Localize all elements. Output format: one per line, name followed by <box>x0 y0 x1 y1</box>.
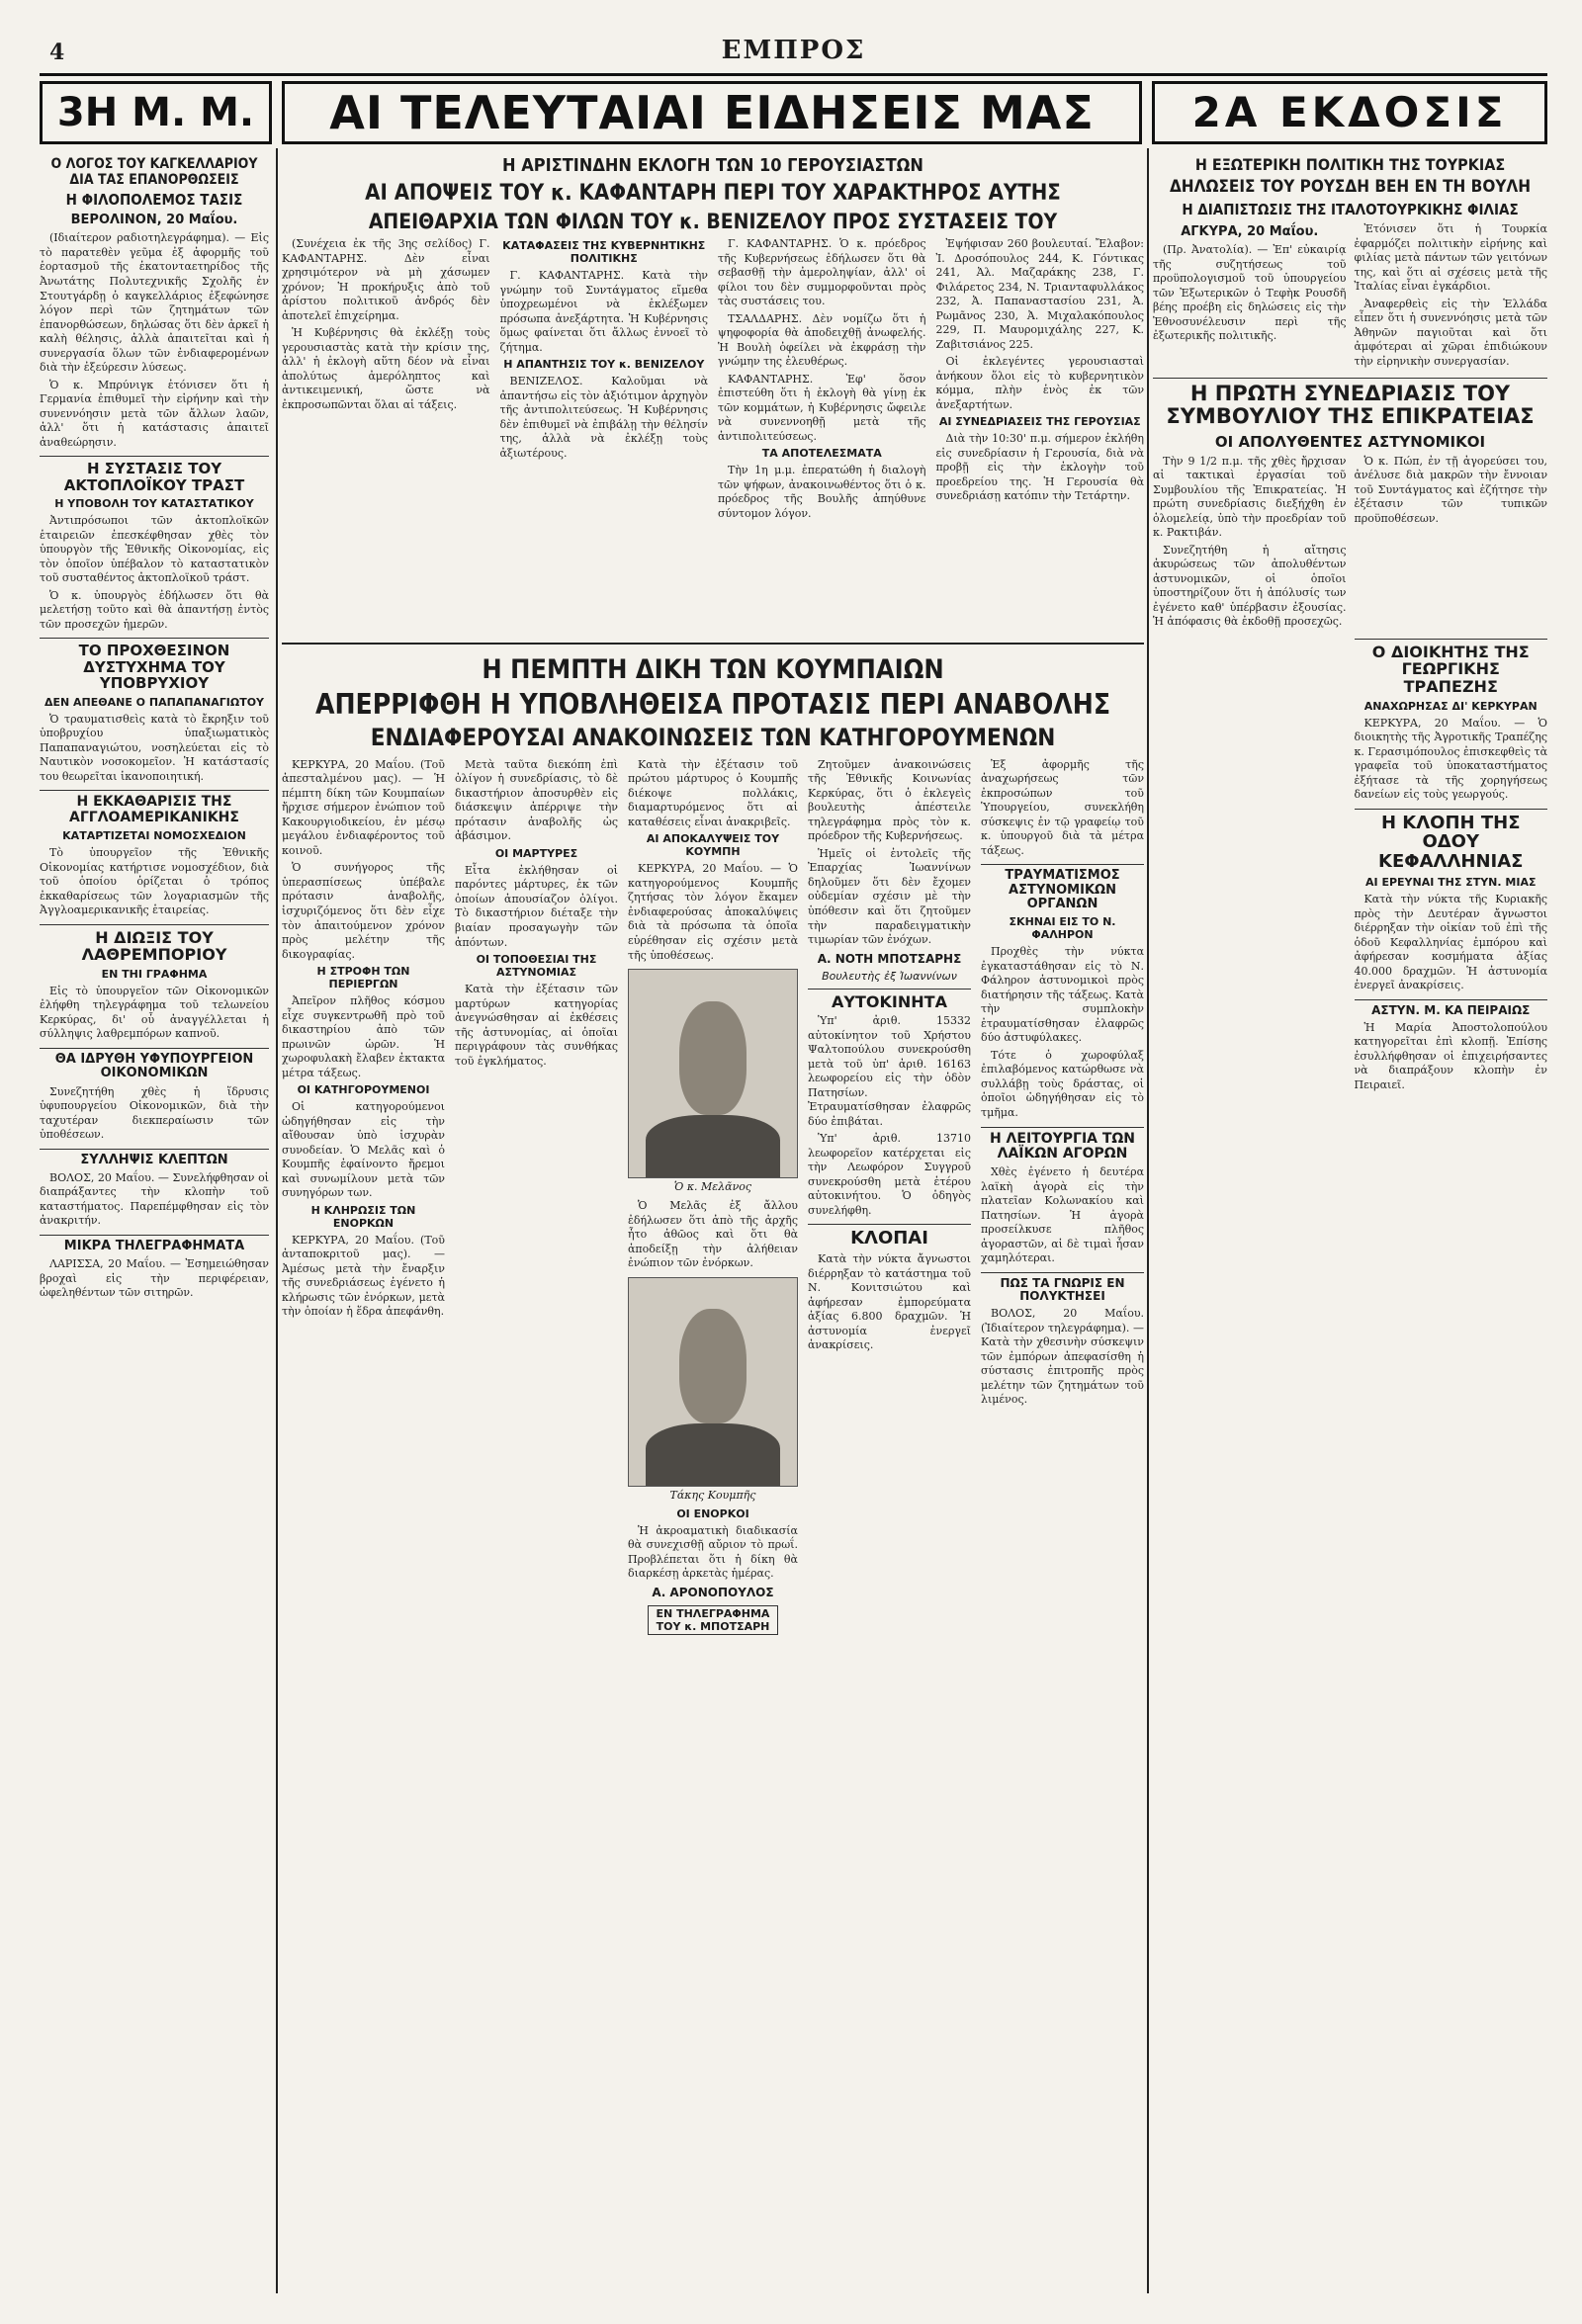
headline: Η ΕΞΩΤΕΡΙΚΗ ΠΟΛΙΤΙΚΗ ΤΗΣ ΤΟΥΡΚΙΑΣ <box>1194 155 1506 174</box>
portrait-photo <box>628 969 798 1178</box>
subheadline: ΕΝ ΤΗΛΕΓΡΑΦΗΜΑ ΤΟΥ κ. ΜΠΟΤΣΑΡΗ <box>648 1605 778 1635</box>
subheadline: ΟΙ ΑΠΟΛΥΘΕΝΤΕΣ ΑΣΤΥΝΟΜΙΚΟΙ <box>1214 432 1486 451</box>
section-rule <box>282 643 1144 645</box>
article-text: Ὁ κ. Μπρύνιγκ ἐτόνισεν ὅτι ἡ Γερμανία ἐπιθυμεῖ τὴν εἰρήνην καὶ τὴν συνεννόησιν μετὰ τῶν ἄλλων λαῶν, ἀλλ' ὅτι ἡ κατάστασις ἀπαιτεῖ ἀναθεώρησιν. <box>40 378 269 449</box>
photo-caption: Τάκης Κουμπῆς <box>669 1488 756 1502</box>
headline: ΤΟ ΠΡΟΧΘΕΣΙΝΟΝ ΔΥΣΤΥΧΗΜΑ ΤΟΥ ΥΠΟΒΡΥΧΙΟΥ <box>40 638 269 692</box>
article-text: ΒΕΝΙΖΕΛΟΣ. Καλοῦμαι νὰ ἀπαντήσω εἰς τὸν ἀξιότιμον ἀρχηγὸν τῆς ἀντιπολιτεύσεως. Ἡ Κυβέρνησις δὲν ἐπιθυμεῖ νὰ ἐπιβάλῃ τὴν θέλησίν της, ἀλλὰ νὰ ἐκλέξῃ τοὺς ἀξιωτέρους. <box>499 375 708 460</box>
subheadline: ΑΙ ΑΠΟΚΑΛΥΨΕΙΣ ΤΟΥ ΚΟΥΜΠΗ <box>646 832 780 859</box>
article-text: Ὁ Μελᾶς ἐξ ἄλλου ἐδήλωσεν ὅτι ἀπὸ τῆς ἀρχῆς ἦτο ἀθῶος καὶ ὅτι θὰ ἀποδείξῃ τὴν ἀλήθειαν ἐνώπιον τῶν ἐνόρκων. <box>628 1199 798 1270</box>
portrait-face <box>679 1001 747 1116</box>
article-text: Ὁ τραυματισθεὶς κατὰ τὸ ἔκρηξιν τοῦ ὑποβρυχίου ὑπαξιωματικὸς Παπαπαναγιώτου, νοσηλεύεται εἰς τὸ Ναυτικὸν νοσοκομεῖον. Ἡ κατάστασίς του θεωρεῖται ἱκανοποιητική. <box>40 712 269 783</box>
headline: ΑΙ ΑΠΟΨΕΙΣ ΤΟΥ κ. ΚΑΦΑΝΤΑΡΗ ΠΕΡΙ ΤΟΥ ΧΑΡΑΚΤΗΡΟΣ ΑΥΤΗΣ <box>365 180 1061 206</box>
article-text: Ἀντιπρόσωποι τῶν ἀκτοπλοϊκῶν ἑταιρειῶν ἐπεσκέφθησαν χθὲς τὸν ὑπουργὸν τῆς Ἐθνικῆς Οἰκονομίας, εἰς τὸν ὁποῖον ὑπέβαλον τὸ καταστατικὸν τοῦ συσταθέντος ἀκτοπλοϊκοῦ τράστ. <box>40 514 269 585</box>
headline: ΑΥΤΟΚΙΝΗΤΑ <box>808 989 971 1011</box>
headline: Η ΣΥΣΤΑΣΙΣ ΤΟΥ ΑΚΤΟΠΛΟΪΚΟΥ ΤΡΑΣΤ <box>40 456 269 493</box>
article-text: Κατὰ τὴν ἐξέτασιν τῶν μαρτύρων κατηγορίας ἀνεγνώσθησαν αἱ ἐκθέσεις τῆς ἀστυνομίας, αἱ ὁποῖαι περιγράφουν τὰς συνθήκας τοῦ ἐγκλήματος. <box>455 983 618 1068</box>
headline: Η ΔΙΩΞΙΣ ΤΟΥ ΛΑΘΡΕΜΠΟΡΙΟΥ <box>40 924 269 964</box>
article-text: Ὑπ' ἀριθ. 13710 λεωφορεῖον κατέρχεται εἰς τὴν Λεωφόρον Συγγροῦ συνεκρούσθη μετὰ ἑτέρου αὐτοκινήτου. Ὁ ὁδηγὸς συνελήφθη. <box>808 1132 971 1217</box>
article-text: (Ιδιαίτερον ραδιοτηλεγράφημα). — Εἰς τὸ παρατεθὲν γεῦμα ἐξ ἀφορμῆς τοῦ ἑορτασμοῦ τῆς ἑκατονταετηρίδος τῆς Ἀνωτάτης Πολυτεχνικῆς Σχολῆς ἐν Στουτγάρδῃ ὁ καγκελλάριος ἐξεφώνησε λόγον περὶ τῶν ζητημάτων τῶν ἐπανορθώσεων, δηλώσας ὅτι δὲν ἀρκεῖ ἡ καλὴ θέλησις, ἀλλὰ ἀπαιτεῖται καὶ ἡ συνεργασία ὅλων τῶν ἐνδιαφερομένων διὰ τὴν ἐξεύρεσιν λύσεως. <box>40 231 269 375</box>
article-text: Γ. ΚΑΦΑΝΤΑΡΗΣ. Ὁ κ. πρόεδρος τῆς Κυβερνήσεως ἐδήλωσεν ὅτι θὰ σεβασθῇ τὴν ἀμεροληψίαν, ἀλλ' οἱ φίλοι του δὲν συμμορφοῦνται πρὸς τὰς συστάσεις του. <box>718 237 926 308</box>
article-text: Εἶτα ἐκλήθησαν οἱ παρόντες μάρτυρες, ἐκ τῶν ὁποίων ἀπουσίαζον ὀλίγοι. Τὸ δικαστήριον διέταξε τὴν βιαίαν προσαγωγὴν τῶν ἀπόντων. <box>455 863 618 949</box>
newspaper-page <box>40 30 1547 2303</box>
banner-center: ΑΙ ΤΕΛΕΥΤΑΙΑΙ ΕΙΔΗΣΕΙΣ ΜΑΣ <box>282 81 1142 144</box>
subheadline: Η ΚΛΗΡΩΣΙΣ ΤΩΝ ΕΝΟΡΚΩΝ <box>310 1203 416 1230</box>
article-text: Χθὲς ἐγένετο ἡ δευτέρα λαϊκὴ ἀγορὰ εἰς τὴν πλατεῖαν Κολωνακίου καὶ Πατησίων. Ἡ ἀγορὰ προσείλκυσε πλῆθος ἀγοραστῶν, αἱ δὲ τιμαὶ ἦσαν χαμηλότεραι. <box>981 1165 1144 1265</box>
subheadline: ΑΝΑΧΩΡΗΣΑΣ ΔΙ' ΚΕΡΚΥΡΑΝ <box>1363 699 1538 713</box>
article-text: Τὸ ὑπουργεῖον τῆς Ἐθνικῆς Οἰκονομίας κατήρτισε νομοσχέδιον, διὰ τοῦ ὁποίου ὁρίζεται ὁ τρόπος ἐκκαθαρίσεως τῶν λογαριασμῶν τῆς Ἀγγλοαμερικανικῆς ἑταιρείας. <box>40 846 269 917</box>
subheadline: ΑΙ ΕΡΕΥΝΑΙ ΤΗΣ ΣΤΥΝ. ΜΙΑΣ <box>1365 875 1537 889</box>
article-text: Ἡ Κυβέρνησις θὰ ἐκλέξῃ τοὺς γερουσιαστὰς κατὰ τὴν κρίσιν της, ἀλλ' ἡ ἐκλογὴ αὕτη δέον νὰ εἶναι ἀπολύτως ἀμερόληπτος καὶ ἀντικειμενική, ὥστε νὰ ἐκπροσωπῶνται ὅλαι αἱ τάξεις. <box>282 326 490 411</box>
article-text: Κατὰ τὴν ἐξέτασιν τοῦ πρώτου μάρτυρος ὁ Κουμπῆς διέκοψε πολλάκις, διαμαρτυρόμενος ὅτι αἱ καταθέσεις εἶναι ἀνακριβεῖς. <box>628 757 798 828</box>
article-text: ΒΟΛΟΣ, 20 Μαΐου. (Ἰδιαίτερον τηλεγράφημα). — Κατὰ τὴν χθεσινὴν σύσκεψιν τῶν ἐμπόρων ἀπεφασίσθη ἡ σύστασις ἐπιτροπῆς πρὸς μελέτην τῶν ζητημάτων τοῦ λιμένος. <box>981 1307 1144 1407</box>
article-text: Γ. ΚΑΦΑΝΤΑΡΗΣ. Κατὰ τὴν γνώμην τοῦ Συντάγματος εἴμεθα ὑποχρεωμένοι νὰ ἐκλέξωμεν πρόσωπα ἀνεξάρτητα. Ἡ Κυβέρνησις ὅμως φαίνεται ὅτι ἄλλως ἐννοεῖ τὸ ζήτημα. <box>499 269 708 354</box>
headline: ΔΗΛΩΣΕΙΣ ΤΟΥ ΡΟΥΣΔΗ ΒΕΗ ΕΝ ΤΗ ΒΟΥΛΗ <box>1169 177 1532 198</box>
headline: Η ΠΕΜΠΤΗ ΔΙΚΗ ΤΩΝ ΚΟΥΜΠΑΙΩΝ <box>482 654 944 685</box>
headline: ΤΡΑΥΜΑΤΙΣΜΟΣ ΑΣΤΥΝΟΜΙΚΩΝ ΟΡΓΑΝΩΝ <box>981 864 1144 911</box>
subheadline: Η ΑΠΑΝΤΗΣΙΣ ΤΟΥ κ. ΒΕΝΙΖΕΛΟΥ <box>503 358 705 372</box>
headline: Η ΑΡΙΣΤΙΝΔΗΝ ΕΚΛΟΓΗ ΤΩΝ 10 ΓΕΡΟΥΣΙΑΣΤΩΝ <box>502 155 923 176</box>
author-signature: Α. ΑΡΟΝΟΠΟΥΛΟΣ <box>652 1585 774 1599</box>
article-text: Ἀναφερθεὶς εἰς τὴν Ἑλλάδα εἶπεν ὅτι ἡ συνεννόησις μετὰ τῶν Ἀθηνῶν παγιοῦται καὶ ὅτι ἀμφότεραι αἱ χῶραι ἐπιδιώκουν τὴν εἰρηνικὴν συνεργασίαν. <box>1354 297 1547 368</box>
headline: ΚΛΟΠΑΙ <box>808 1224 971 1248</box>
article-text: ΛΑΡΙΣΣΑ, 20 Μαΐου. — Ἐσημειώθησαν βροχαὶ εἰς τὴν περιφέρειαν, ὠφεληθέντων τῶν σιτηρῶν. <box>40 1257 269 1300</box>
article-text: ΒΟΛΟΣ, 20 Μαΐου. — Συνελήφθησαν οἱ διαπράξαντες τὴν κλοπὴν τοῦ καταστήματος. Παρεπέμφθησαν εἰς τὸν ἀνακριτήν. <box>40 1170 269 1228</box>
subheadline: Η ΥΠΟΒΟΛΗ ΤΟΥ ΚΑΤΑΣΤΑΤΙΚΟΥ <box>54 497 254 511</box>
subheadline: ΤΑ ΑΠΟΤΕΛΕΣΜΑΤΑ <box>761 447 882 461</box>
article-text: ΚΑΦΑΝΤΑΡΗΣ. Ἐφ' ὅσον ἐπιστεύθη ὅτι ἡ ἐκλογὴ θὰ γίνῃ ἐκ τῶν κομμάτων, ἡ Κυβέρνησις ὤφειλε νὰ συνεννοηθῇ μετὰ τῆς ἀντιπολιτεύσεως. <box>718 372 926 443</box>
article-text: Ἡ Μαρία Ἀποστολοπούλου κατηγορεῖται ἐπὶ κλοπῇ. Ἐπίσης ἐσυλλήφθησαν οἱ ἐπιχειρήσαντες νὰ διαπράξουν κλοπὴν ἐν Πειραιεῖ. <box>1354 1020 1547 1091</box>
article-text: Εἰς τὸ ὑπουργεῖον τῶν Οἰκονομικῶν ἐλήφθη τηλεγράφημα τοῦ τελωνείου Κερκύρας, δι' οὗ ἀναγγέλλεται ἡ σύλληψις λαθρεμπόρων καπνοῦ. <box>40 984 269 1041</box>
article-text: ΚΕΡΚΥΡΑ, 20 Μαΐου. — Ὁ διοικητὴς τῆς Ἀγροτικῆς Τραπέζης κ. Γερασιμόπουλος ἐπισκεφθεὶς τὰ γραφεῖα τοῦ ὑποκαταστήματος ἐξήτασε τὰ τῆς χορηγήσεως δανείων εἰς τοὺς γεωργούς. <box>1354 716 1547 802</box>
article-text: Προχθὲς τὴν νύκτα ἐγκαταστάθησαν εἰς τὸ Ν. Φάληρον ἀστυνομικοὶ πρὸς διατήρησιν τῆς τάξεως. Κατὰ τὴν συμπλοκὴν ἐτραυματίσθησαν ἐλαφρῶς δύο ἀστυφύλακες. <box>981 945 1144 1045</box>
subheadline: ΚΑΤΑΡΤΙΖΕΤΑΙ ΝΟΜΟΣΧΕΔΙΟΝ <box>62 829 246 843</box>
dateline: ΑΓΚΥΡΑ, 20 Μαΐου. <box>1181 224 1319 240</box>
headline: Ο ΔΙΟΙΚΗΤΗΣ ΤΗΣ ΓΕΩΡΓΙΚΗΣ ΤΡΑΠΕΖΗΣ <box>1355 639 1548 696</box>
article-text: Κατὰ τὴν νύκτα τῆς Κυριακῆς πρὸς τὴν Δευτέραν ἄγνωστοι διέρρηξαν τὴν οἰκίαν τοῦ ἐπὶ τῆς ὁδοῦ Κεφαλληνίας ἐμπόρου καὶ ἀφήρεσαν κοσμήματα ἀξίας 40.000 δραχμῶν. Ἡ ἀστυνομία ἐνεργεῖ ἀνακρίσεις. <box>1354 892 1547 992</box>
article-text: ΤΣΑΛΔΑΡΗΣ. Δὲν νομίζω ὅτι ἡ ψηφοφορία θὰ ἀποδειχθῇ ἀνωφελής. Ἡ Βουλὴ ὀφείλει νὰ ἐκφράσῃ τὴν γνώμην της ἐλευθέρως. <box>718 311 926 369</box>
article-text: Ἐτόνισεν ὅτι ἡ Τουρκία ἐφαρμόζει πολιτικὴν εἰρήνης καὶ φιλίας μετὰ πάντων τῶν γειτόνων της, καὶ ὅτι αἱ σχέσεις μετὰ τῆς Ἰταλίας εἶναι ἐγκάρδιοι. <box>1354 222 1547 294</box>
headline: ΠΩΣ ΤΑ ΓΝΩΡΙΣ ΕΝ ΠΟΛΥΚΤΗΣΕΙ <box>981 1272 1144 1303</box>
article-text: Ἐψήφισαν 260 βουλευταί. Ἔλαβον: Ἰ. Δροσόπουλος 244, Κ. Γόντικας 241, Ἀλ. Μαζαράκης 238, Γ. Φιλάρετος 234, Ν. Τριανταφυλλάκος 232, Ἀ. Παπαναστασίου 231, Ἀ. Ρωμᾶνος 230, Ἀ. Μιχαλακόπουλος 229, Π. Μαυρομιχάλης 227, Κ. Ζαβιτσιάνος 225. <box>935 237 1144 351</box>
subheadline: ΟΙ ΚΑΤΗΓΟΡΟΥΜΕΝΟΙ <box>297 1083 430 1097</box>
article-text: Ὁ συνήγορος τῆς ὑπερασπίσεως ὑπέβαλε πρότασιν ἀναβολῆς, ἰσχυριζόμενος ὅτι δὲν εἶχε τὸν ἀπαιτούμενον χρόνον πρὸς μελέτην τῆς δικογραφίας. <box>282 861 445 961</box>
article-text: Τὴν 9 1/2 π.μ. τῆς χθὲς ἤρχισαν αἱ τακτικαὶ ἐργασίαι τοῦ Συμβουλίου τῆς Ἐπικρατείας. Ἡ πρώτη συνεδρίασις διεξήχθη ἐν ὁλομελείᾳ, ὑπὸ τὴν προεδρίαν τοῦ κ. Ρακτιβάν. <box>1153 454 1347 540</box>
headline: Η ΠΡΩΤΗ ΣΥΝΕΔΡΙΑΣΙΣ ΤΟΥ ΣΥΜΒΟΥΛΙΟΥ ΤΗΣ ΕΠΙΚΡΑΤΕΙΑΣ <box>1153 378 1547 428</box>
headline: ΑΠΕΙΘΑΡΧΙΑ ΤΩΝ ΦΙΛΩΝ ΤΟΥ κ. ΒΕΝΙΖΕΛΟΥ ΠΡΟΣ ΣΥΣΤΑΣΕΙΣ ΤΟΥ <box>368 209 1058 233</box>
newspaper-name: ΕΜΠΡΟΣ <box>721 36 866 65</box>
article-text: Διὰ τὴν 10:30' π.μ. σήμερον ἐκλήθη εἰς συνεδρίασιν ἡ Γερουσία, διὰ νὰ προβῇ εἰς τὴν ἐκλογὴν τοῦ προεδρείου της. Ἡ Γερουσία θὰ συνεδριάσῃ κατόπιν τὴν Τετάρτην. <box>935 432 1144 503</box>
article-text: Ὁ κ. ὑπουργὸς ἐδήλωσεν ὅτι θὰ μελετήσῃ τοῦτο καὶ θὰ ἀπαντήσῃ ἐντὸς τῶν προσεχῶν ἡμερῶν. <box>40 588 269 631</box>
article-text: Τότε ὁ χωροφύλαξ ἐπιλαβόμενος κατώρθωσε νὰ συλλάβῃ τοὺς δράστας, οἱ ὁποῖοι ὡδηγήθησαν εἰς τὸ τμῆμα. <box>981 1048 1144 1119</box>
article-text: Τὴν 1η μ.μ. ἐπερατώθη ἡ διαλογὴ τῶν ψήφων, ἀνακοινωθέντος ὅτι ὁ κ. πρόεδρος τῆς Βουλῆς ἀπηύθυνε σύντομον λόγον. <box>718 464 926 520</box>
portrait-photo <box>628 1277 798 1487</box>
subheadline: Η ΣΤΡΟΦΗ ΤΩΝ ΠΕΡΙΕΡΓΩΝ <box>316 965 410 991</box>
subheadline: ΔΕΝ ΑΠΕΘΑΝΕ Ο ΠΑΠΑΠΑΝΑΓΙΩΤΟΥ <box>44 695 265 709</box>
photo-caption: Ὁ κ. Μελᾶνος <box>673 1180 752 1194</box>
subheadline: ΟΙ ΕΝΟΡΚΟΙ <box>676 1506 749 1520</box>
article-text: Κατὰ τὴν νύκτα ἄγνωστοι διέρρηξαν τὸ κατάστημα τοῦ Ν. Κονιτσιώτου καὶ ἀφήρεσαν ἐμπορεύματα ἀξίας 6.800 δραχμῶν. Ἡ ἀστυνομία ἐνεργεῖ ἀνακρίσεις. <box>808 1252 971 1352</box>
article-text: Οἱ ἐκλεγέντες γερουσιασταὶ ἀνήκουν ὅλοι εἰς τὸ κυβερνητικὸν κόμμα, πλὴν ἑνὸς ἐκ τῶν ἀνεξαρτήτων. <box>935 355 1144 411</box>
subheadline: ΚΑΤΑΦΑΣΕΙΣ ΤΗΣ ΚΥΒΕΡΝΗΤΙΚΗΣ ΠΟΛΙΤΙΚΗΣ <box>502 239 706 266</box>
headline: ΣΥΛΛΗΨΙΣ ΚΛΕΠΤΩΝ <box>40 1149 269 1167</box>
portrait-face <box>679 1309 747 1423</box>
subheadline: ΑΙ ΣΥΝΕΔΡΙΑΣΕΙΣ ΤΗΣ ΓΕΡΟΥΣΙΑΣ <box>938 415 1141 429</box>
banner-left: 3Η Μ. Μ. <box>40 81 272 144</box>
article-text: (Πρ. Ἀνατολία). — Ἐπ' εὐκαιρίᾳ τῆς συζητήσεως τοῦ προϋπολογισμοῦ τοῦ ὑπουργείου τῶν Ἐξωτερικῶν ὁ Τεφὴκ Ρουσδῆ βέης προέβη εἰς δηλώσεις εἰς τὴν Ἐθνοσυνέλευσιν περὶ τῆς ἐξωτερικῆς πολιτικῆς. <box>1153 243 1347 343</box>
article-text: Συνεζητήθη ἡ αἴτησις ἀκυρώσεως τῶν ἀπολυθέντων ἀστυνομικῶν, οἱ ὁποῖοι ὑποστηρίζουν ὅτι ἡ ἀπόλυσίς των ἐγένετο καθ' ὑπέρβασιν ἐξουσίας. Ἡ ἀπόφασις θὰ ἐκδοθῇ προσεχῶς. <box>1153 543 1347 629</box>
headline: Η ΔΙΑΠΙΣΤΩΣΙΣ ΤΗΣ ΙΤΑΛΟΤΟΥΡΚΙΚΗΣ ΦΙΛΙΑΣ <box>1182 200 1519 218</box>
headline: ΑΣΤΥΝ. Μ. ΚΑ ΠΕΙΡΑΙΩΣ <box>1355 999 1548 1017</box>
portrait-shoulders <box>646 1423 780 1486</box>
article-text: ΚΕΡΚΥΡΑ, 20 Μαΐου. (Τοῦ ἀπεσταλμένου μας). — Ἡ πέμπτη δίκη τῶν Κουμπαίων ἤρχισε σήμερον ἐνώπιον τοῦ Κακουργιοδικείου, ἐν μέσῳ μεγάλου ἐνδιαφέροντος τοῦ κοινοῦ. <box>282 757 445 857</box>
banner-right: 2Α ΕΚΔΟΣΙΣ <box>1152 81 1547 144</box>
dateline: ΒΕΡΟΛΙΝΟΝ, 20 Μαΐου. <box>70 213 238 228</box>
column-left <box>40 152 269 2292</box>
article-text: Ζητοῦμεν ἀνακοινώσεις τῆς Ἐθνικῆς Κοινωνίας Κερκύρας, ὅτι ὁ ἐκλεγεὶς βουλευτὴς ἀπέστειλε τηλεγράφημα πρὸς τὸν κ. πρόεδρον τῆς Κυβερνήσεως. <box>808 757 971 843</box>
column-rule <box>1147 148 1149 2293</box>
article-text: Ἡ ἀκροαματικὴ διαδικασία θὰ συνεχισθῇ αὔριον τὸ πρωΐ. Προβλέπεται ὅτι ἡ δίκη θὰ διαρκέσῃ ἀρκετὰς ἡμέρας. <box>628 1523 798 1581</box>
article-text: Ὁ κ. Πώπ, ἐν τῇ ἀγορεύσει του, ἀνέλυσε διὰ μακρῶν τὴν ἔννοιαν τοῦ Συντάγματος καὶ ἐζήτησε τὴν ἐξέτασιν τῶν τυπικῶν προϋποθέσεων. <box>1354 454 1547 525</box>
headline: Η ΕΚΚΑΘΑΡΙΣΙΣ ΤΗΣ ΑΓΓΛΟΑΜΕΡΙΚΑΝΙΚΗΣ <box>40 790 269 825</box>
subheadline: ΟΙ ΜΑΡΤΥΡΕΣ <box>494 846 578 860</box>
article-text: Μετὰ ταῦτα διεκόπη ἐπὶ ὀλίγον ἡ συνεδρίασις, τὸ δὲ δικαστήριον ἀποσυρθὲν εἰς διάσκεψιν ἀπέρριψε τὴν πρότασιν ἀναβολῆς ὡς ἀβάσιμον. <box>455 757 618 843</box>
article-text: ΚΕΡΚΥΡΑ, 20 Μαΐου. (Τοῦ ἀνταποκριτοῦ μας). — Ἀμέσως μετὰ τὴν ἔναρξιν τῆς συνεδριάσεως ἐγένετο ἡ κλήρωσις τῶν ἐνόρκων, μετὰ τὴν ὁποίαν ἡ ἕδρα ἀπεφάνθη. <box>282 1233 445 1319</box>
article-text: Ἐξ ἀφορμῆς τῆς ἀναχωρήσεως τῶν ἐκπροσώπων τοῦ Ὑπουργείου, συνεκλήθη σύσκεψις ἐν τῷ γραφείῳ τοῦ κ. ὑπουργοῦ διὰ τὰ μέτρα τάξεως. <box>981 757 1144 857</box>
article-text: Ὑπ' ἀριθ. 15332 αὐτοκίνητον τοῦ Χρήστου Ψαλτοπούλου συνεκρούσθη μετὰ τοῦ ὑπ' ἀριθ. 16163 λεωφορείου εἰς τὴν ὁδὸν Πατησίων. Ἐτραυματίσθησαν ἐλαφρῶς δύο ἐπιβάται. <box>808 1014 971 1128</box>
headline: Ο ΛΟΓΟΣ ΤΟΥ ΚΑΓΚΕΛΛΑΡΙΟΥ ΔΙΑ ΤΑΣ ΕΠΑΝΟΡΘΩΣΕΙΣ <box>50 156 258 189</box>
column-rule <box>276 148 278 2293</box>
headline: ΕΝΔΙΑΦΕΡΟΥΣΑΙ ΑΝΑΚΟΙΝΩΣΕΙΣ ΤΩΝ ΚΑΤΗΓΟΡΟΥΜΕΝΩΝ <box>370 724 1056 752</box>
article-text: (Συνέχεια ἐκ τῆς 3ης σελίδος) Γ. ΚΑΦΑΝΤΑΡΗΣ. Δὲν εἶναι χρησιμότερον νὰ μὴ χάσωμεν χρόνον; Ἡ προκήρυξις ἀπὸ τοῦ ἀρίστου πολιτικοῦ ἀνδρός δὲν ἀποτελεῖ ἐπιχείρημα. <box>282 237 490 322</box>
headline: Η ΛΕΙΤΟΥΡΓΙΑ ΤΩΝ ΛΑΪΚΩΝ ΑΓΟΡΩΝ <box>981 1127 1144 1162</box>
senate-article <box>282 152 1144 639</box>
column-right <box>1153 152 1547 2292</box>
headline: Η ΚΛΟΠΗ ΤΗΣ ΟΔΟΥ ΚΕΦΑΛΛΗΝΙΑΣ <box>1355 809 1548 872</box>
headline: Η ΦΙΛΟΠΟΛΕΜΟΣ ΤΑΣΙΣ <box>65 191 243 210</box>
headline: ΑΠΕΡΡΙΦΘΗ Η ΥΠΟΒΛΗΘΕΙΣΑ ΠΡΟΤΑΣΙΣ ΠΕΡΙ ΑΝΑΒΟΛΗΣ <box>314 688 1111 722</box>
article-text: Ἀπεῖρον πλῆθος κόσμου εἶχε συγκεντρωθῆ πρὸ τοῦ δικαστηρίου ἀπὸ τῶν πρωινῶν ὡρῶν. Ἡ χωροφυλακὴ ἔλαβεν ἐκτακτα μέτρα τάξεως. <box>282 994 445 1079</box>
subheadline: ΟΙ ΤΟΠΟΘΕΣΙΑΙ ΤΗΣ ΑΣΤΥΝΟΜΙΑΣ <box>476 953 597 980</box>
portrait-shoulders <box>646 1115 780 1177</box>
article-text: ΚΕΡΚΥΡΑ, 20 Μαΐου. — Ὁ κατηγορούμενος Κουμπῆς ζητήσας τὸν λόγον ἔκαμεν ἐνδιαφερούσας ἀποκαλύψεις διὰ τὰ πρόσωπα τὰ ὁποῖα εὑρέθησαν εἰς σχέσιν μετὰ τῆς ὑποθέσεως. <box>628 862 798 962</box>
article-text: Οἱ κατηγορούμενοι ὠδηγήθησαν εἰς τὴν αἴθουσαν ὑπὸ ἰσχυρὰν συνοδείαν. Ὁ Μελᾶς καὶ ὁ Κουμπῆς ἐφαίνοντο ἤρεμοι καὶ συνωμίλουν μετὰ τῶν συνηγόρων των. <box>282 1100 445 1200</box>
masthead-bar <box>40 30 1547 76</box>
subheadline: ΣΚΗΝΑΙ ΕΙΣ ΤΟ Ν. ΦΑΛΗΡΟΝ <box>1009 915 1116 942</box>
subheadline: ΕΝ ΤΗΙ ΓΡΑΦΗΜΑ <box>101 967 208 981</box>
trial-article <box>282 650 1144 2291</box>
author-title: Βουλευτὴς ἐξ Ἰωαννίνων <box>822 969 957 983</box>
headline: ΘΑ ΙΔΡΥΘΗ ΥΦΥΠΟΥΡΓΕΙΟΝ ΟΙΚΟΝΟΜΙΚΩΝ <box>40 1048 269 1081</box>
article-text: Ἡμεῖς οἱ ἐντολεῖς τῆς Ἐπαρχίας Ἰωαννίνων δηλοῦμεν ὅτι δὲν ἔχομεν οὐδεμίαν σχέσιν μὲ τὴν ὑπόθεσιν καὶ ὅτι ζητοῦμεν τὴν παραδειγματικὴν τιμωρίαν τῶν ἐνόχων. <box>808 846 971 947</box>
page-number: 4 <box>49 40 65 65</box>
article-text: Συνεζητήθη χθὲς ἡ ἵδρυσις ὑφυπουργείου Οἰκονομικῶν, διὰ τὴν ταχυτέραν διεκπεραίωσιν τῶν ὑποθέσεων. <box>40 1084 269 1142</box>
author-signature: Α. ΝΟΤΗ ΜΠΟΤΣΑΡΗΣ <box>817 951 962 966</box>
headline: ΜΙΚΡΑ ΤΗΛΕΓΡΑΦΗΜΑΤΑ <box>40 1235 269 1253</box>
